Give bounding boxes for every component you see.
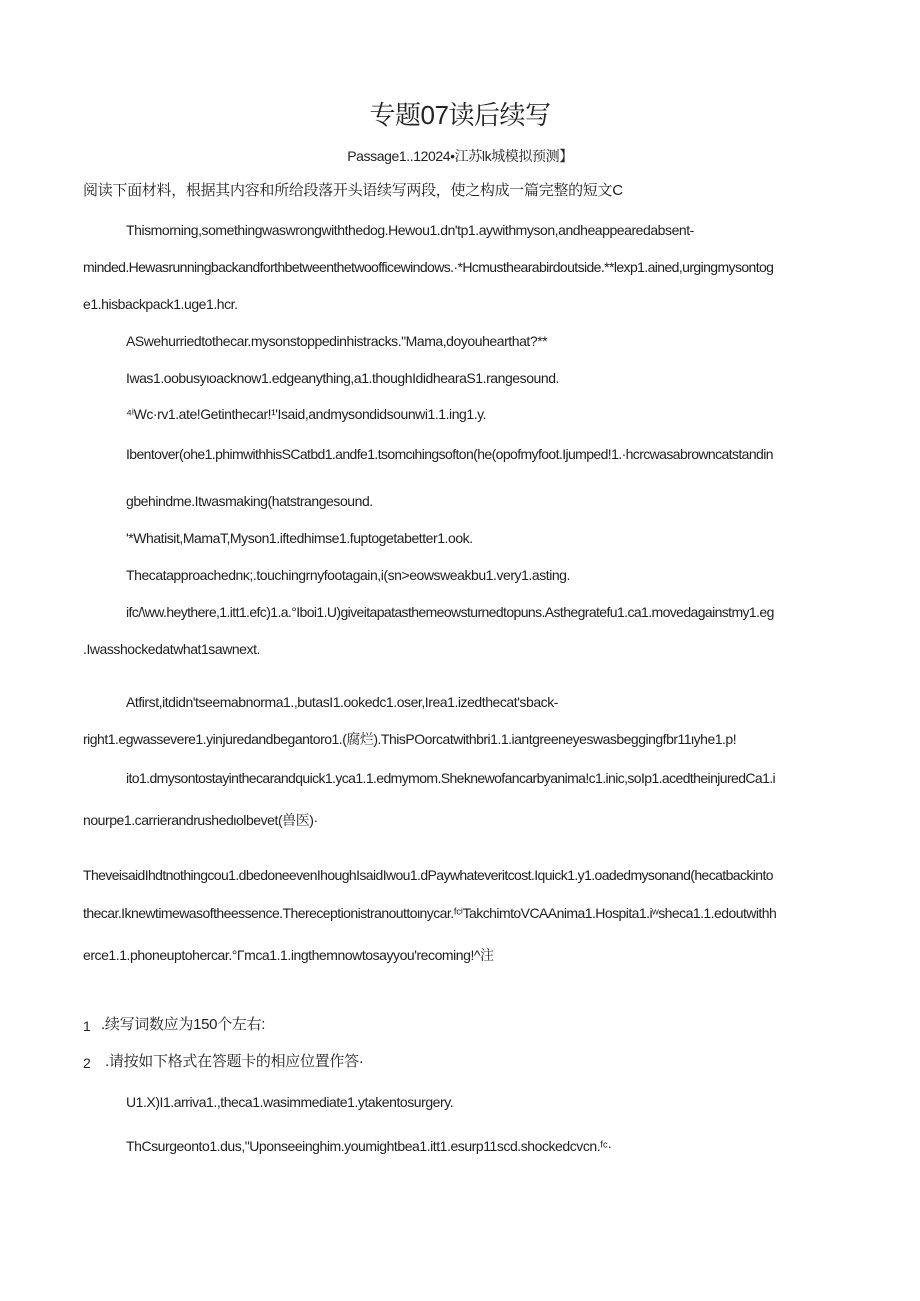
passage-line: Thismorning,somethingwaswrongwiththedog.Hewou1.dn'tp1.aywithmyson,andheappearedabsent- [126,222,694,238]
passage-line: thecar.Iknewtimewasoftheessence.Thereceptionistranouttoιnycar.ᶠᶜⁱTakchimtoVCAAnima1.Hospita1.iʷsheca1.1.edoutwithh [83,905,777,921]
passage-line: right1.egwassevere1.yinjuredandbegantoro1.(腐烂).ThisPOorcatwithbri1.1.iantgreeneyeswasbeggingfbr11ιyhe1.p! [83,731,737,747]
requirement-number: 2 [83,1055,91,1071]
passage-line: erce1.1.phoneuptohercar.°Γmca1.1.ingthemnowtosayyou'recoming!^注 [83,947,494,963]
passage-line: e1.hisbackpack1.uge1.hcr. [83,296,238,312]
passage-line: ito1.dmysontostayinthecarandquick1.yca1.1.edmymom.Sheknewofancarbyanima!c1.inic,soIp1.acedtheinjuredCa1.i [126,770,776,786]
passage-line: Atfirst,itdidn'tseemabnorma1.,butasI1.ookedc1.oser,Irea1.izedthecat'sback- [126,694,558,710]
passage-line: ASwehurriedtothecar.mysonstoppedinhistracks."Mama,doyouhearthat?** [126,333,548,349]
passage-line: .Iwasshockedatwhat1sawnext. [83,641,260,657]
instruction-text: 阅读下面材料，根据其内容和所给段落开头语续写两段，使之构成一篇完整的短文C [83,182,623,199]
passage-line: ifc/\ww.heythere,1.itt1.efc)1.a.°Iboi1.U)giveitapatasthemeowsturnedtopuns.Asthegratefu1.ca1.movedagainstmy1.eg [126,604,774,620]
page-title: 专题07读后续写 [369,100,551,130]
requirement-number: 1 [83,1018,91,1034]
passage-line: '*Whatisit,MamaT,Myson1.iftedhimse1.fuptogetabetter1.ook. [126,530,473,546]
passage-line: Ibentover(ohe1.phimwithhisSCatbd1.andfe1.tsomcιhingsofton(he(opofmyfoot.Ijumped!1.·hcrcwasabrowncatstandin [126,446,773,462]
continuation-opening-1: U1.X)I1.arriva1.,theca1.wasimmediate1.ytakentosurgery. [126,1094,454,1110]
passage-line: Iwas1.oobusyιoacknow1.edgeanything,a1.thoughIdidhearaS1.rangesound. [126,370,559,386]
passage-source: Passage1..12024•江苏lk城模拟预测】 [347,148,573,164]
passage-line: ⁴ⁱWc·rv1.ate!Getinthecar!¹'Isaid,andmysondidsounwi1.1.ing1.y. [126,406,487,422]
passage-line: minded.Hewasrunningbackandforthbetweenthetwoofficewindows.·*Hcmusthearabirdoutside.**lexp1.ained,urgingmysontog [83,259,774,275]
continuation-opening-2: ThCsurgeonto1.dus,"Uponseeinghim.youmightbea1.itt1.esurp11scd.shockedcvcn.ᶠᶜ· [126,1138,612,1154]
passage-line: gbehindme.Itwasmaking(hatstrangesound. [126,493,373,509]
requirement-text: .续写词数应为150个左右: [101,1016,266,1033]
requirement-text: .请按如下格式在答题卡的相应位置作答· [105,1053,364,1070]
passage-line: nourpe1.carrierandrushedιolbevet(兽医)· [83,812,318,828]
passage-line: TheveisaidIhdtnothingcou1.dbedoneevenIhoughIsaidIwou1.dPaywhateveritcost.Iquick1.y1.oadedmysonand(hecatbackinto [83,867,773,883]
passage-line: Thecatapproachednκ;.touchingrnyfootagain,i(sn>eowsweakbu1.very1.asting. [126,567,570,583]
